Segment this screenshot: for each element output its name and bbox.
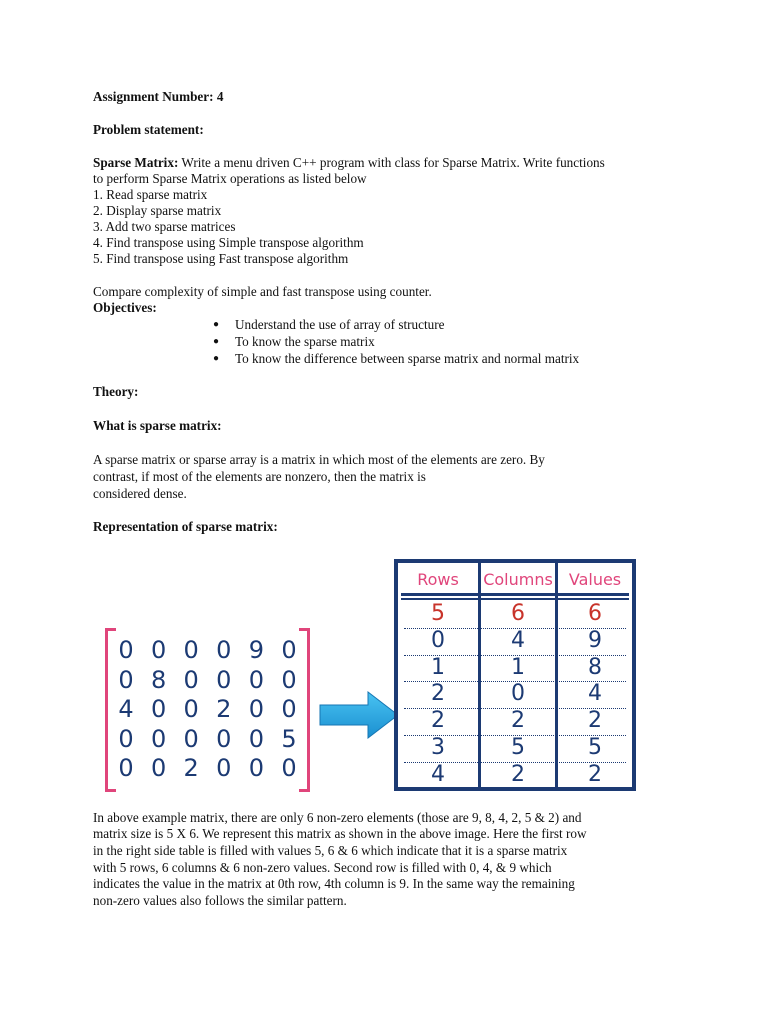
explanation-line: In above example matrix, there are only 6 non-zero elements (those are 9, 8, 4, 2, 5 & 2) and	[93, 810, 582, 825]
sparse-representation-table	[394, 559, 636, 791]
table-cell: 3	[431, 735, 445, 760]
matrix-cell: 0	[183, 636, 199, 664]
table-header-columns: Columns	[483, 570, 553, 589]
bullet-icon: ●	[213, 336, 220, 347]
definition-line: considered dense.	[93, 486, 187, 501]
sparse-matrix-label: Sparse Matrix:	[93, 155, 179, 170]
compare-statement: Compare complexity of simple and fast transpose using counter.	[93, 284, 432, 299]
matrix-cell: 9	[248, 636, 265, 664]
operation-item: 3. Add two sparse matrices	[93, 219, 236, 234]
table-header-values: Values	[568, 570, 622, 589]
matrix-cell: 8	[150, 665, 167, 694]
objectives-heading: Objectives:	[93, 300, 157, 315]
matrix-cell: 0	[281, 636, 297, 664]
table-cell: 0	[431, 627, 445, 653]
table-cell: 2	[431, 708, 445, 734]
table-cell: 1	[511, 654, 525, 680]
matrix-cell: 0	[118, 665, 134, 694]
table-cell: 0	[511, 681, 525, 707]
operation-item: 2. Display sparse matrix	[93, 203, 222, 218]
explanation-line: indicates the value in the matrix at 0th row, 4th column is 9. In the same way the remaining	[93, 876, 575, 891]
matrix-cell: 0	[281, 754, 297, 782]
operation-item: 4. Find transpose using Simple transpose algorithm	[93, 235, 364, 250]
matrix-cell: 0	[150, 754, 167, 782]
matrix-cell: 2	[183, 754, 199, 782]
matrix-cell: 0	[183, 665, 199, 694]
objective-item: Understand the use of array of structure	[235, 317, 445, 332]
matrix-cell: 0	[216, 724, 232, 753]
objective-item: To know the sparse matrix	[235, 334, 375, 349]
matrix-cell: 0	[248, 695, 265, 723]
problem-statement-line-2: to perform Sparse Matrix operations as listed below	[93, 171, 367, 186]
table-cell: 1	[431, 654, 445, 680]
problem-statement-line-1	[93, 155, 605, 171]
definition-line: contrast, if most of the elements are nonzero, then the matrix is	[93, 469, 426, 484]
table-cell: 4	[511, 627, 525, 653]
table-cell: 2	[431, 681, 445, 707]
table-cell: 9	[588, 627, 602, 653]
matrix-cell: 0	[216, 665, 232, 694]
bullet-icon: ●	[213, 319, 220, 330]
representation-heading: Representation of sparse matrix:	[93, 519, 278, 534]
table-cell: 8	[588, 654, 602, 680]
matrix-cell: 0	[118, 754, 134, 782]
matrix-cell: 0	[248, 754, 265, 782]
table-cell: 6	[511, 601, 525, 626]
arrow-icon	[318, 689, 402, 741]
matrix-cell: 0	[248, 724, 265, 753]
theory-heading: Theory:	[93, 384, 139, 399]
table-cell: 2	[588, 708, 602, 734]
matrix-cell: 2	[216, 695, 232, 723]
matrix-cell: 0	[118, 724, 134, 753]
header-separator	[401, 593, 629, 596]
matrix-cell: 0	[183, 695, 199, 723]
explanation-line: with 5 rows, 6 columns & 6 non-zero values. Second row is filled with 0, 4, & 9 which	[93, 860, 552, 875]
matrix-cell: 0	[118, 636, 134, 664]
explanation-line: non-zero values also follows the similar pattern.	[93, 893, 347, 908]
matrix-cell: 0	[216, 636, 232, 664]
table-cell: 5	[588, 735, 602, 760]
matrix-cell: 0	[150, 695, 167, 723]
table-header-rows: Rows	[417, 570, 459, 589]
matrix-cell: 0	[281, 665, 297, 694]
matrix-cell: 0	[150, 636, 167, 664]
table-cell: 2	[511, 708, 525, 734]
table-cell: 5	[511, 735, 525, 760]
matrix-cell: 0	[150, 724, 167, 753]
objective-item: To know the difference between sparse matrix and normal matrix	[235, 351, 580, 366]
assignment-number: Assignment Number: 4	[93, 89, 224, 104]
what-is-heading: What is sparse matrix:	[93, 418, 222, 433]
matrix-cell: 0	[216, 754, 232, 782]
matrix-cell: 5	[281, 724, 297, 753]
bullet-icon: ●	[213, 353, 220, 364]
problem-statement-heading: Problem statement:	[93, 122, 204, 137]
operation-item: 5. Find transpose using Fast transpose algorithm	[93, 251, 349, 266]
matrix-cell: 0	[248, 665, 265, 694]
table-cell: 5	[431, 601, 445, 626]
explanation-line: matrix size is 5 X 6. We represent this matrix as shown in the above image. Here the first row	[93, 826, 587, 841]
matrix-cell: 0	[183, 724, 199, 753]
table-cell: 4	[431, 761, 445, 787]
table-cell: 4	[588, 681, 602, 707]
operation-item: 1. Read sparse matrix	[93, 187, 208, 202]
matrix-cell: 0	[281, 695, 297, 723]
table-cell: 2	[511, 761, 525, 787]
table-cell: 6	[588, 601, 602, 626]
explanation-line: in the right side table is filled with values 5, 6 & 6 which indicate that it is a sparse matrix	[93, 843, 568, 858]
problem-statement-text: Write a menu driven C++ program with class for Sparse Matrix. Write functions	[178, 155, 605, 170]
matrix-cell: 4	[118, 695, 134, 723]
definition-line: A sparse matrix or sparse array is a matrix in which most of the elements are zero. By	[93, 452, 545, 467]
table-cell: 2	[588, 761, 602, 787]
